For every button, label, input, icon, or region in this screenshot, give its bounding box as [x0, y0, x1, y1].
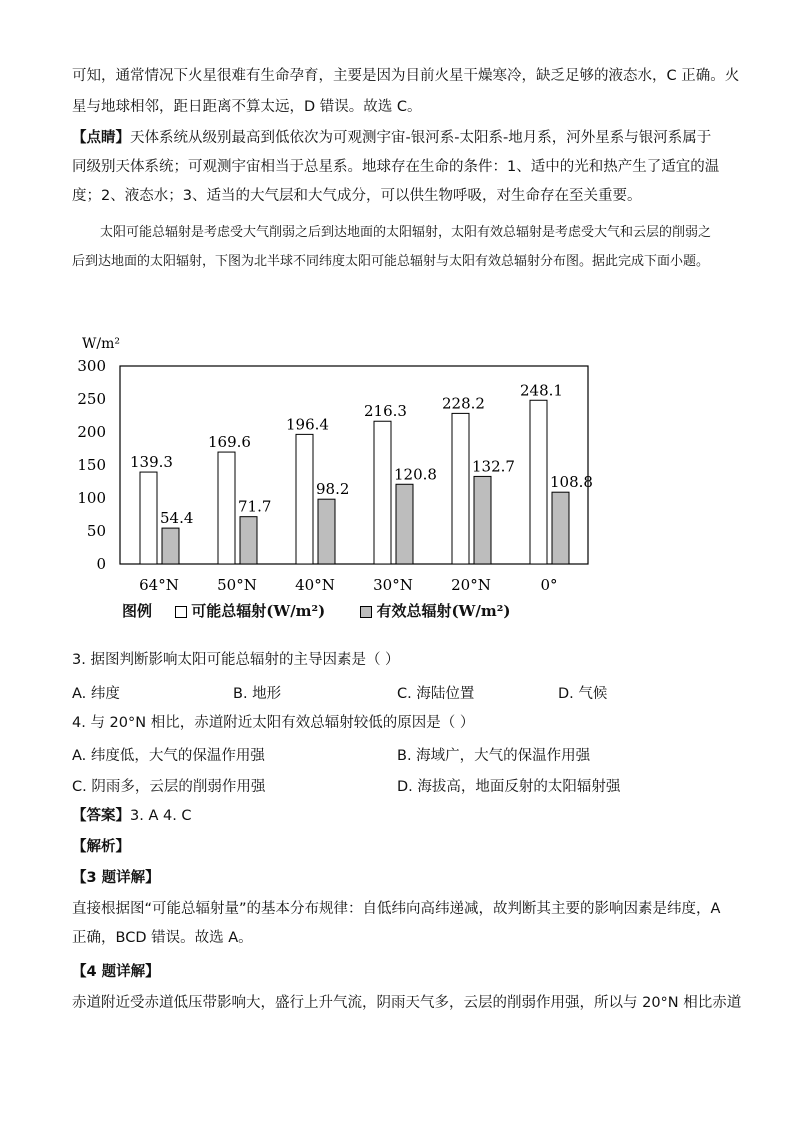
dianjing-tag: 【点睛】 [72, 130, 130, 146]
answer-body: 3. A 4. C [130, 808, 192, 824]
legend-label: 图例 [122, 602, 153, 620]
bar-possible [140, 472, 157, 564]
y-tick-label: 50 [86, 522, 106, 540]
data-label-effective: 132.7 [472, 457, 515, 476]
legend-swatch-effective [360, 606, 372, 618]
radiation-bar-chart [72, 328, 632, 598]
paragraph-line: 可知，通常情况下火星很难有生命孕育，主要是因为目前火星干燥寒冷，缺乏足够的液态水，C 正确。火 [72, 68, 740, 84]
x-tick-label: 64°N [139, 576, 179, 594]
bar-effective [396, 484, 413, 564]
detail-3-body: 直接根据图“可能总辐射量”的基本分布规律：自低纬向高纬递减，故判断其主要的影响因素是纬度，A 正确，BCD 错误。故选 A。 [72, 901, 721, 946]
paragraph-line: 星与地球相邻，距日距离不算太远，D 错误。故选 C。 [72, 99, 422, 115]
x-tick-label: 20°N [451, 576, 491, 594]
bar-possible [218, 452, 235, 564]
bar-effective [162, 528, 179, 564]
dianjing-body: 天体系统从级别最高到低依次为可观测宇宙-银河系-太阳系-地月系，河外星系与银河系属于同级别天体系统；可观测宇宙相当于总星系。地球存在生命的条件：1、适中的光和热产生了适宜的温度；2、液态水；3、适当的大气层和大气成分，可以供生物呼吸，对生命存在至关重要。 [72, 130, 720, 204]
answer-tag: 【答案】 [72, 808, 130, 824]
data-label-effective: 98.2 [316, 480, 350, 499]
y-tick-label: 0 [96, 555, 106, 573]
data-label-possible: 228.2 [442, 394, 485, 413]
intro-paragraph: 太阳可能总辐射是考虑受大气削弱之后到达地面的太阳辐射，太阳有效总辐射是考虑受大气和云层的削弱之后到达地面的太阳辐射，下图为北半球不同纬度太阳可能总辐射与太阳有效总辐射分布图。据此完成下面小题。 [72, 225, 712, 269]
x-tick-label: 50°N [217, 576, 257, 594]
bar-effective [474, 476, 491, 564]
y-axis-label: W/m² [82, 336, 120, 352]
q3-option-b: B. 地形 [233, 686, 282, 702]
q4-option-c: C. 阴雨多，云层的削弱作用强 [72, 779, 266, 795]
data-label-possible: 169.6 [208, 433, 251, 452]
q3-option-a: A. 纬度 [72, 686, 120, 702]
detail-4-tag: 【4 题详解】 [72, 964, 160, 980]
bar-effective [552, 492, 569, 564]
x-tick-label: 0° [540, 576, 558, 594]
q3-option-c: C. 海陆位置 [397, 686, 475, 702]
jiexi-tag: 【解析】 [72, 839, 130, 855]
detail-4-body: 赤道附近受赤道低压带影响大，盛行上升气流，阴雨天气多，云层的削弱作用强，所以与 20°N 相比赤道 [72, 995, 742, 1011]
plot-frame [120, 366, 588, 564]
data-label-possible: 139.3 [130, 453, 173, 472]
detail-3-tag: 【3 题详解】 [72, 870, 160, 886]
bar-possible [296, 434, 313, 564]
legend-swatch-possible [175, 606, 187, 618]
q4-option-d: D. 海拔高，地面反射的太阳辐射强 [397, 779, 621, 795]
data-label-effective: 120.8 [394, 465, 437, 484]
question-4: 4. 与 20°N 相比，赤道附近太阳有效总辐射较低的原因是（ ） [72, 715, 475, 731]
bar-effective [240, 517, 257, 564]
x-tick-label: 30°N [373, 576, 413, 594]
question-3: 3. 据图判断影响太阳可能总辐射的主导因素是（ ） [72, 652, 400, 668]
bar-possible [452, 413, 469, 564]
y-tick-label: 250 [77, 390, 106, 408]
y-tick-label: 100 [77, 489, 106, 507]
x-tick-label: 40°N [295, 576, 335, 594]
data-label-effective: 108.8 [550, 473, 593, 492]
q4-option-b: B. 海域广，大气的保温作用强 [397, 748, 591, 764]
dianjing-paragraph [72, 124, 722, 211]
y-tick-label: 200 [77, 423, 106, 441]
q4-option-a: A. 纬度低，大气的保温作用强 [72, 748, 265, 764]
q3-option-d: D. 气候 [558, 686, 608, 702]
data-label-possible: 196.4 [286, 415, 329, 434]
legend-entry-possible: 可能总辐射(W/m²) [191, 602, 326, 620]
data-label-possible: 248.1 [520, 381, 563, 400]
bar-effective [318, 499, 335, 564]
data-label-effective: 54.4 [160, 509, 194, 528]
data-label-possible: 216.3 [364, 402, 407, 421]
chart-legend [122, 600, 510, 621]
data-label-effective: 71.7 [238, 497, 272, 516]
bar-possible [530, 400, 547, 564]
legend-entry-effective: 有效总辐射(W/m²) [376, 602, 511, 620]
y-tick-label: 150 [77, 456, 106, 474]
bar-possible [374, 421, 391, 564]
answer-line [72, 806, 192, 826]
y-tick-label: 300 [77, 357, 106, 375]
